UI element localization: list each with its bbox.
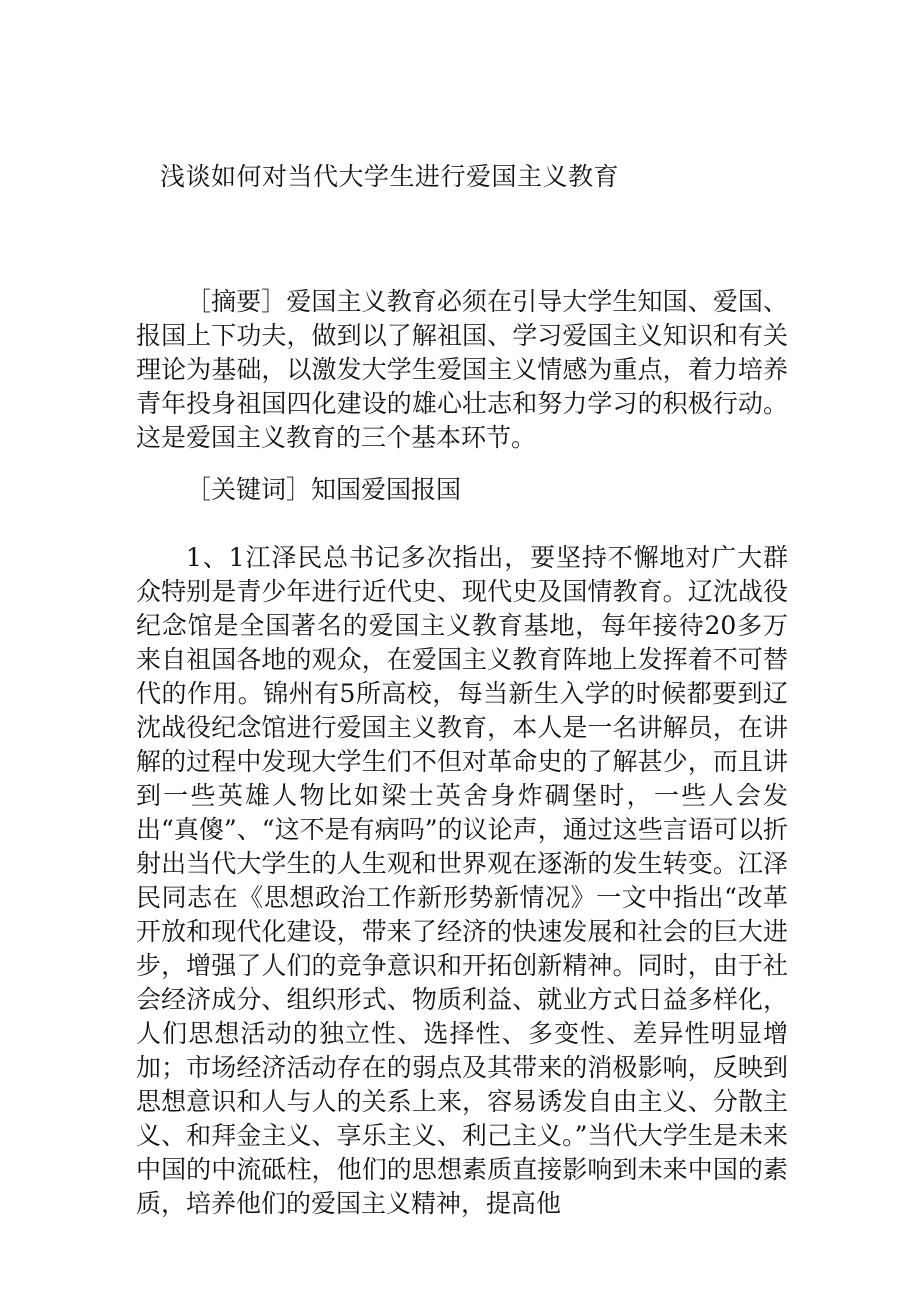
document-title: 浅谈如何对当代大学生进行爱国主义教育: [160, 162, 620, 191]
abstract-paragraph: ［摘要］爱国主义教育必须在引导大学生知国、爱国、报国上下功夫，做到以了解祖国、学习爱国主义知识和有关理论为基础，以激发大学生爱国主义情感为重点，着力培养青年投身祖国四化建设的雄心壮志和努力学习的积极行动。这是爱国主义教育的三个基本环节。: [136, 287, 788, 452]
keywords-paragraph: ［关键词］知国爱国报国: [186, 475, 462, 504]
body-paragraph: 1、1江泽民总书记多次指出，要坚持不懈地对广大群众特别是青少年进行近代史、现代史及国情教育。辽沈战役纪念馆是全国著名的爱国主义教育基地，每年接待20多万来自祖国各地的观众，在爱国主义教育阵地上发挥着不可替代的作用。锦州有5所高校，每当新生入学的时候都要到辽沈战役纪念馆进行爱国主义教育，本人是一名讲解员，在讲解的过程中发现大学生们不但对革命史的了解甚少，而且讲到一些英雄人物比如梁士英舍身炸碉堡时，一些人会发出“真傻”、“这不是有病吗”的议论声，通过这些言语可以折射出当代大学生的人生观和世界观在逐渐的发生转变。江泽民同志在《思想政治工作新形势新情况》一文中指出“改革开放和现代化建设，带来了经济的快速发展和社会的巨大进步，增强了人们的竞争意识和开拓创新精神。同时，由于社会经济成分、组织形式、物质利益、就业方式日益多样化，人们思想活动的独立性、选择性、多变性、差异性明显增加；市场经济活动存在的弱点及其带来的消极影响，反映到思想意识和人与人的关系上来，容易诱发自由主义、分散主义、和拜金主义、享乐主义、利己主义。”当代大学生是未来中国的中流砥柱，他们的思想素质直接影响到未来中国的素质，培养他们的爱国主义精神，提高他: [136, 543, 788, 1218]
